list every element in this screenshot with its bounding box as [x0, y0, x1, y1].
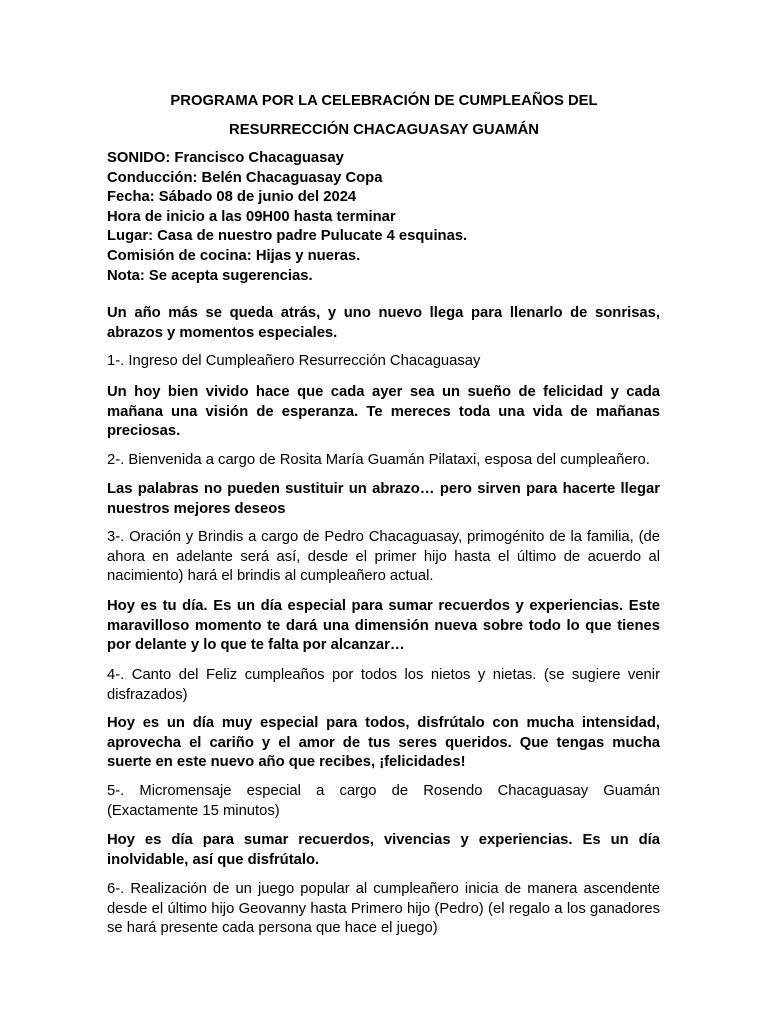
info-note: Nota: Se acepta sugerencias.: [107, 267, 313, 284]
birthday-message: Un hoy bien vivido hace que cada ayer sea un sueño de felicidad y cada mañana una visión de esperanza. Te mereces toda una vida de mañanas preciosas.: [107, 384, 660, 440]
program-item: 1-. Ingreso del Cumpleañero Resurrección Chacaguasay: [107, 353, 481, 369]
document-title-line-1: PROGRAMA POR LA CELEBRACIÓN DE CUMPLEAÑOS DEL: [170, 93, 598, 109]
birthday-message: Hoy es un día muy especial para todos, disfrútalo con mucha intensidad, aprovecha el cariño y el amor de tus seres queridos. Que tengas mucha suerte en este nuevo año que recibes, ¡felicidades!: [107, 715, 660, 771]
info-host: Conducción: Belén Chacaguasay Copa: [107, 169, 383, 186]
info-location: Lugar: Casa de nuestro padre Pulucate 4 esquinas.: [107, 228, 468, 245]
document-title-line-2: RESURRECCIÓN CHACAGUASAY GUAMÁN: [229, 122, 539, 138]
program-item: 5-. Micromensaje especial a cargo de Rosendo Chacaguasay Guamán (Exactamente 15 minutos): [107, 783, 660, 819]
birthday-message: Hoy es tu día. Es un día especial para sumar recuerdos y experiencias. Este maravilloso momento te dará una dimensión nueva sobre todo lo que tienes por delante y lo que te falta por alcanzar…: [107, 598, 660, 654]
info-start-time: Hora de inicio a las 09H00 hasta terminar: [107, 208, 396, 225]
program-item: 2-. Bienvenida a cargo de Rosita María Guamán Pilataxi, esposa del cumpleañero.: [107, 452, 650, 468]
info-kitchen-committee: Comisión de cocina: Hijas y nueras.: [107, 247, 361, 264]
birthday-message: Un año más se queda atrás, y uno nuevo llega para llenarlo de sonrisas, abrazos y momentos especiales.: [107, 305, 660, 341]
birthday-message: Las palabras no pueden sustituir un abrazo… pero sirven para hacerte llegar nuestros mejores deseos: [107, 481, 660, 517]
program-item: 3-. Oración y Brindis a cargo de Pedro Chacaguasay, primogénito de la familia, (de ahora en adelante será así, desde el primer hijo hasta el último de acuerdo al nacimiento) hará el brindis al cumpleañero actual.: [107, 529, 660, 585]
program-item: 4-. Canto del Feliz cumpleaños por todos los nietos y nietas. (se sugiere venir disfrazados): [107, 667, 660, 703]
info-date: Fecha: Sábado 08 de junio del 2024: [107, 189, 357, 206]
program-item: 6-. Realización de un juego popular al cumpleañero inicia de manera ascendente desde el último hijo Geovanny hasta Primero hijo (Pedro) (el regalo a los ganadores se hará presente cada persona que hace el juego): [107, 881, 660, 937]
info-sound: SONIDO: Francisco Chacaguasay: [107, 150, 344, 166]
birthday-message: Hoy es día para sumar recuerdos, vivencias y experiencias. Es un día inolvidable, así que disfrútalo.: [107, 832, 660, 868]
event-info-list: [107, 149, 467, 286]
